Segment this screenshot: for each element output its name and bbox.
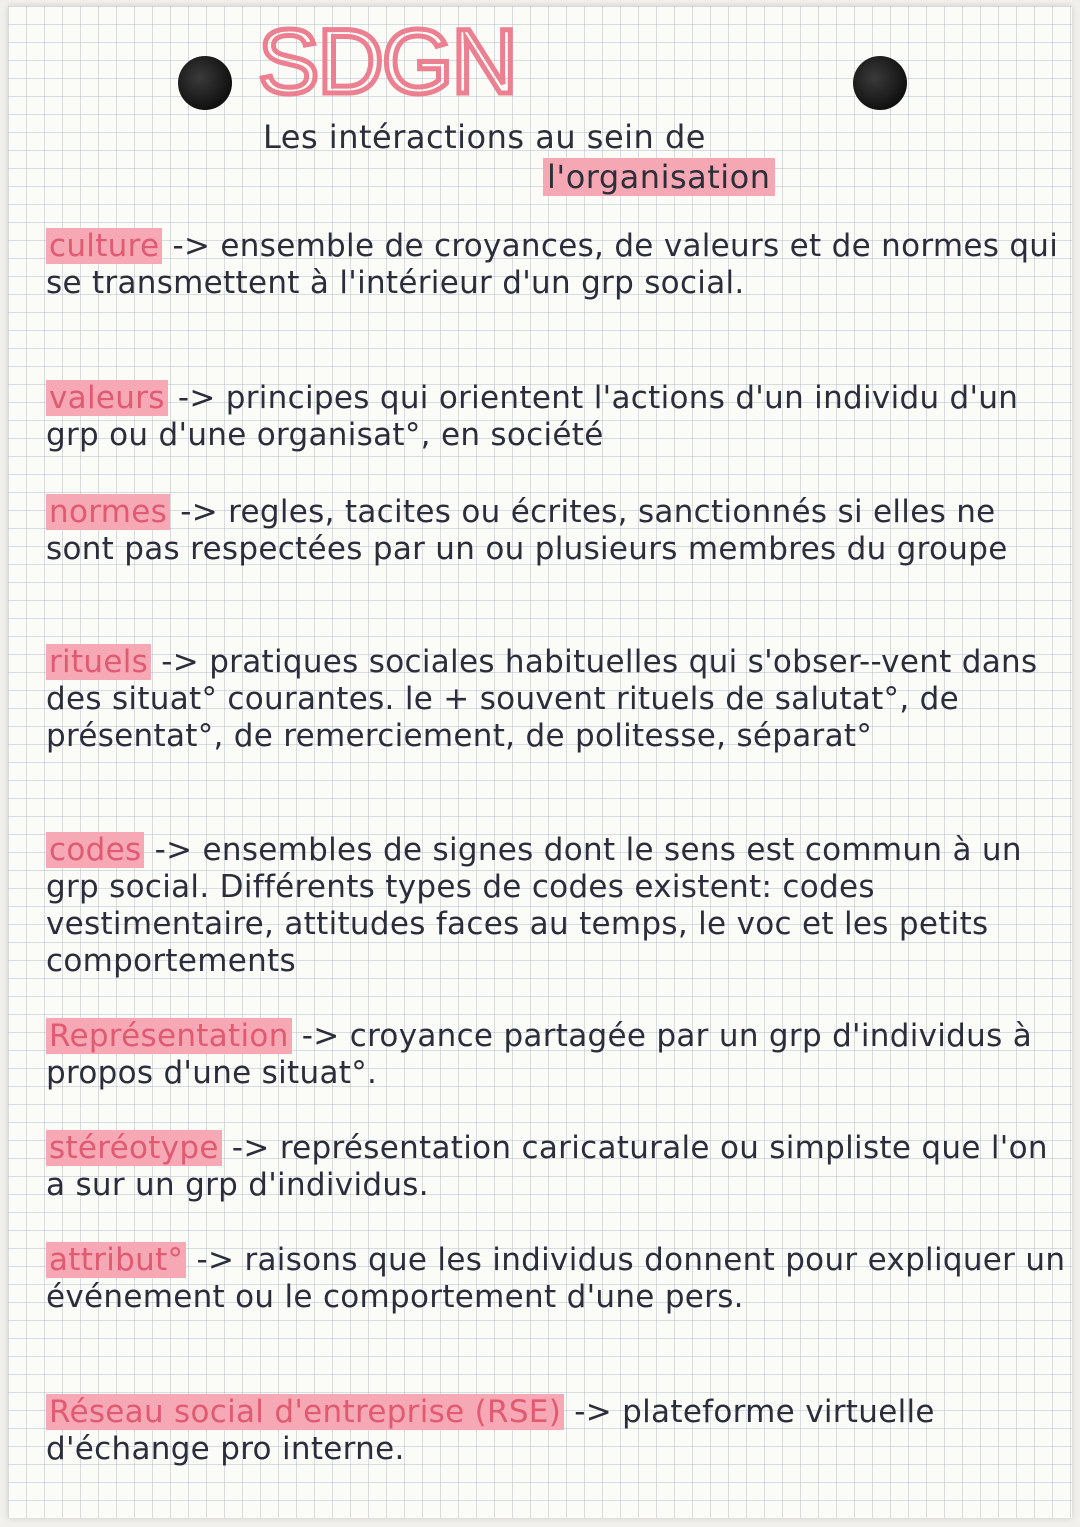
- subtitle-line-1: [263, 118, 706, 156]
- arrow-icon: ->: [154, 832, 193, 868]
- arrow-icon: ->: [172, 228, 211, 264]
- definition-text-normes: regles, tacites ou écrites, sanctionnés si elles ne sont pas respectées par un ou plusieurs membres du groupe: [46, 494, 1008, 567]
- definition-text-rituels: pratiques sociales habituelles qui s'obser--vent dans des situat° courantes. le + souvent rituels de salutat°, de présentat°, de remerciement, de politesse, séparat°: [46, 644, 1038, 754]
- definition-attribution: [46, 1242, 1066, 1316]
- definition-normes: [46, 494, 1066, 568]
- term-stereotype: stéréotype: [46, 1130, 222, 1166]
- notebook-page: [8, 6, 1072, 1518]
- definition-text-attribution: raisons que les individus donnent pour expliquer un événement ou le comportement d'une pers.: [46, 1242, 1066, 1315]
- definition-rituels: [46, 644, 1066, 755]
- definition-text-stereotype: représentation caricaturale ou simpliste que l'on a sur un grp d'individus.: [46, 1130, 1048, 1203]
- term-normes: normes: [46, 494, 170, 530]
- arrow-icon: ->: [161, 644, 200, 680]
- page-title: SDGN: [258, 11, 516, 113]
- term-culture: culture: [46, 228, 162, 264]
- subtitle-line-2-text: l'organisation: [543, 158, 775, 196]
- definition-codes: [46, 832, 1066, 980]
- term-valeurs: valeurs: [46, 380, 168, 416]
- term-representation: Représentation: [46, 1018, 292, 1054]
- arrow-icon: ->: [574, 1394, 613, 1430]
- arrow-icon: ->: [301, 1018, 340, 1054]
- definition-text-valeurs: principes qui orientent l'actions d'un individu d'un grp ou d'une organisat°, en société: [46, 380, 1019, 453]
- term-attribution: attribut°: [46, 1242, 186, 1278]
- arrow-icon: ->: [180, 494, 218, 530]
- binder-hole-right: [853, 56, 907, 110]
- arrow-icon: ->: [231, 1130, 270, 1166]
- term-rituels: rituels: [46, 644, 151, 680]
- definition-text-codes: ensembles de signes dont le sens est commun à un grp social. Différents types de codes existent: codes vestimentaire, attitudes faces au temps, le voc et les petits comportements: [46, 832, 1022, 979]
- subtitle-line-2: [543, 158, 775, 196]
- term-codes: codes: [46, 832, 144, 868]
- definition-rse: [46, 1394, 1066, 1468]
- definition-text-representation: croyance partagée par un grp d'individus à propos d'une situat°.: [46, 1018, 1033, 1091]
- definition-culture: [46, 228, 1066, 302]
- arrow-icon: ->: [177, 380, 216, 416]
- term-rse: Réseau social d'entreprise (RSE): [46, 1394, 564, 1430]
- arrow-icon: ->: [196, 1242, 235, 1278]
- definition-text-culture: ensemble de croyances, de valeurs et de normes qui se transmettent à l'intérieur d'un grp social.: [46, 228, 1059, 301]
- definition-stereotype: [46, 1130, 1066, 1204]
- definition-valeurs: [46, 380, 1066, 454]
- binder-hole-left: [178, 56, 232, 110]
- definition-representation: [46, 1018, 1066, 1092]
- subtitle-line-1-text: Les intéractions au sein de: [263, 118, 706, 156]
- definition-text-rse: plateforme virtuelle d'échange pro interne.: [46, 1394, 935, 1467]
